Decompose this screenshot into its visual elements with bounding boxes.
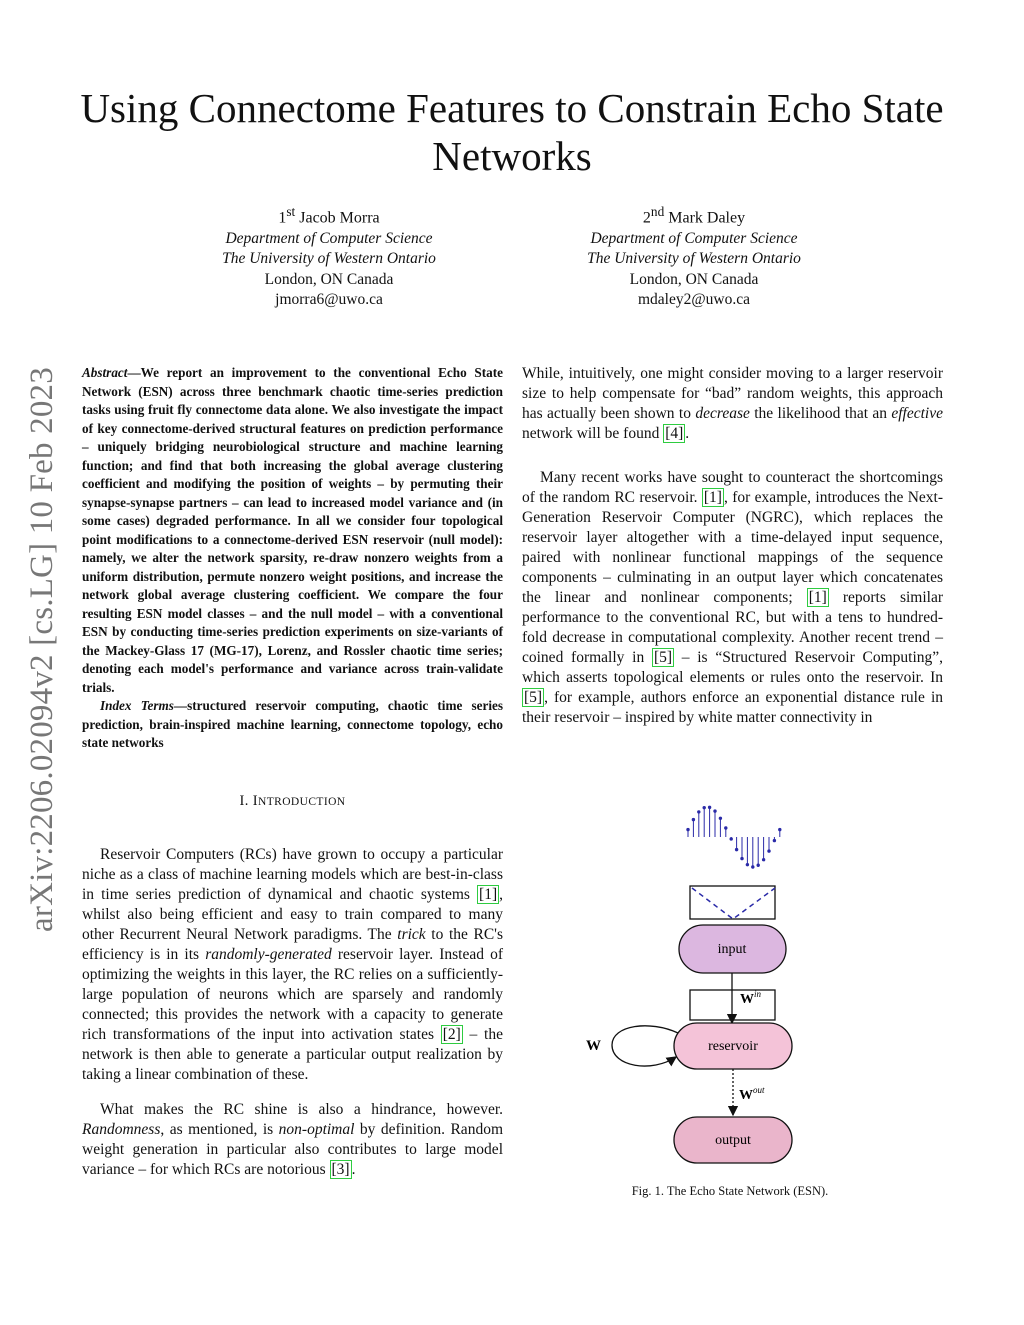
author-department: Department of Computer Science bbox=[590, 229, 798, 247]
signal-point bbox=[697, 810, 700, 813]
left-column bbox=[82, 845, 503, 1180]
output-node-label: output bbox=[715, 1133, 751, 1148]
section-heading-introduction bbox=[82, 793, 503, 810]
recurrent-loop-arrow bbox=[612, 1026, 678, 1066]
arxiv-id: arXiv:2206.02094v2 [cs.LG] 10 Feb 2023 bbox=[23, 366, 60, 932]
author-ordinal-suffix: nd bbox=[650, 204, 665, 219]
signal-point bbox=[767, 849, 770, 852]
signal-point bbox=[708, 806, 711, 809]
signal-point bbox=[692, 818, 695, 821]
figure-caption: Fig. 1. The Echo State Network (ESN). bbox=[631, 1184, 829, 1198]
author-location: London, ON Canada bbox=[629, 270, 759, 288]
abstract-paragraph bbox=[82, 364, 503, 697]
paragraph: While, intuitively, one might consider moving to a larger reservoir size to help compensate for “bad” random weights, this approach has actually been shown to decrease the likelihood that an effective network will be found [4] . bbox=[522, 365, 943, 442]
input-transform-box bbox=[690, 886, 775, 919]
citation-link[interactable]: [4] bbox=[665, 425, 684, 442]
paragraph: Reservoir Computers (RCs) have grown to occupy a particular niche as a class of machine learning models which are best-in-class in time series prediction of dynamical and chaotic systems [1] , whilst also being efficient and easy to train compared to many other Recurrent Neural Network paradigms. The trick to the RC's efficiency is in its randomly-generated reservoir layer. Instead of optimizing the weights in this layer, the RC relies on a sufficiently-large population of neurons which are sparsely and randomly connected; this provides the network with a capacity to generate rich transformations of the input into activation states [2] – the network is then able to generate a particular output realization by taking a linear combination of these. bbox=[82, 846, 503, 1083]
signal-point bbox=[703, 806, 706, 809]
citation-link[interactable]: [2] bbox=[442, 1026, 461, 1043]
signal-point bbox=[751, 865, 754, 868]
index-terms-label: Index Terms bbox=[100, 698, 174, 713]
index-terms-text: —structured reservoir computing, chaotic time series prediction, brain-inspired machine learning, connectome topology, echo state networks bbox=[82, 698, 503, 750]
author-ordinal: 2 bbox=[642, 209, 651, 227]
signal-point bbox=[778, 828, 781, 831]
author-name: Mark Daley bbox=[668, 209, 746, 227]
citation-link[interactable]: [3] bbox=[331, 1161, 350, 1178]
arxiv-stamp bbox=[20, 354, 64, 944]
author-ordinal-suffix: st bbox=[286, 204, 296, 219]
citation-link[interactable]: [1] bbox=[703, 489, 722, 506]
signal-point bbox=[686, 828, 689, 831]
reservoir-node-label: reservoir bbox=[708, 1039, 758, 1054]
signal-point bbox=[740, 857, 743, 860]
abstract bbox=[82, 364, 503, 753]
author-block-1 bbox=[149, 202, 509, 311]
author-block-2 bbox=[514, 202, 874, 311]
citation-link[interactable]: [1] bbox=[808, 589, 827, 606]
citation-link[interactable]: [1] bbox=[479, 886, 498, 903]
citation-link[interactable]: [5] bbox=[653, 649, 673, 666]
section-title-smallcaps: NTRODUCTION bbox=[258, 796, 346, 808]
signal-point bbox=[762, 858, 765, 861]
signal-point bbox=[713, 809, 716, 812]
author-ordinal: 1 bbox=[278, 209, 287, 227]
author-name-line bbox=[149, 202, 509, 229]
section-numeral: I. bbox=[239, 793, 249, 809]
signal-point bbox=[730, 837, 733, 840]
index-terms bbox=[82, 697, 503, 753]
right-column bbox=[522, 364, 943, 728]
paper-title: Using Connectome Features to Constrain Echo State Networks bbox=[80, 85, 944, 179]
abstract-text: —We report an improvement to the conventional Echo State Network (ESN) across three benchmark chaotic time-series prediction tasks using fruit fly connectome data alone. We also investigate the impact of key connectome-derived structural features on prediction performance – uniquely bridging neurobiological structure and machine learning function; and find that both increasing the global average clustering coefficient and modifying the position of weights – by permuting their synapse-synapse partners – can lead to increased model variance and (in some cases) degraded performance. In all we consider four topological point modifications to a connectome-derived ESN reservoir (null model): namely, we alter the network sparsity, re-draw nonzero weights from a uniform distribution, permute nonzero weight positions, and increase the network global average clustering coefficient. We compare the four resulting ESN model classes – and the null model – with a conventional ESN by conducting time-series prediction experiments on size-variants of the Mackey-Glass 17 (MG-17), Lorenz, and Rossler chaotic time series; denoting each model's performance and variance across train-validate trials. bbox=[82, 365, 503, 695]
signal-point bbox=[735, 848, 738, 851]
author-email: mdaley2@uwo.ca bbox=[638, 291, 750, 309]
signal-point bbox=[746, 863, 749, 866]
author-name: Jacob Morra bbox=[299, 209, 380, 227]
abstract-label: Abstract bbox=[82, 365, 128, 380]
signal-point bbox=[757, 864, 760, 867]
w-out-label: $W^{out}$ bbox=[739, 1085, 765, 1103]
author-name-line bbox=[514, 202, 874, 229]
input-node-label: input bbox=[717, 942, 747, 957]
w-in-label: $W^{in}$ bbox=[740, 989, 762, 1007]
signal-point bbox=[773, 839, 776, 842]
signal-point bbox=[724, 826, 727, 829]
w-label: W bbox=[586, 1038, 601, 1054]
esn-diagram bbox=[580, 795, 810, 1170]
paragraph: Many recent works have sought to counteract the shortcomings of the random RC reservoir. [1] , for example, introduces the Next-Generation Reservoir Computer (NGRC), which replaces the reservoir layer altogether with a time-delayed input sequence, paired with nonlinear functional mappings of the sequence components – culminating in an output layer which concatenates the linear and nonlinear components; [1] reports similar performance to the conventional RC, but with a tens to hundred-fold decrease in computational complexity. Another recent trend – coined formally in [5] – is “Structured Reservoir Computing”, which asserts topological elements or rules onto the reservoir. In [5] , for example, authors enforce an exponential distance rule in their reservoir – inspired by white matter connectivity in bbox=[522, 469, 944, 726]
author-university: The University of Western Ontario bbox=[587, 250, 801, 268]
signal-point bbox=[719, 817, 722, 820]
author-university: The University of Western Ontario bbox=[222, 250, 436, 268]
section-title-initial: I bbox=[252, 793, 259, 809]
author-email: jmorra6@uwo.ca bbox=[275, 291, 383, 309]
author-department: Department of Computer Science bbox=[225, 229, 433, 247]
author-location: London, ON Canada bbox=[264, 270, 394, 288]
paragraph: What makes the RC shine is also a hindrance, however. Randomness, as mentioned, is non-optimal by definition. Random weight generation in particular also contributes to large model variance – for which RCs are notorious [3] . bbox=[82, 1101, 503, 1178]
citation-link[interactable]: [5] bbox=[524, 689, 543, 706]
input-signal-plot bbox=[686, 806, 781, 869]
